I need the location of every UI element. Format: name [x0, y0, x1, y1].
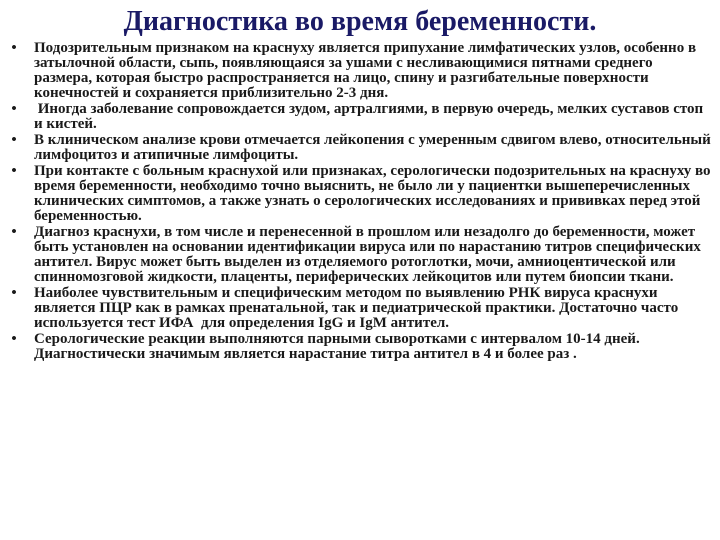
bullet-icon: •	[11, 132, 17, 148]
bullet-text: Подозрительным признаком на краснуху является припухание лимфатических узлов, особенно в затылочной области, сыпь, появляющаяся за ушами с несливающимися пятнами среднего размера, которая быстро распространяется на лицо, спину и разгибательные поверхности конечностей и сохраняется приблизительно 2-3 дня.	[34, 40, 697, 101]
bullet-item	[8, 225, 714, 285]
bullet-icon: •	[11, 101, 17, 117]
bullet-icon: •	[11, 285, 17, 301]
bullet-item	[8, 133, 714, 163]
bullet-icon: •	[11, 224, 17, 240]
bullet-text: В клиническом анализе крови отмечается лейкопения с умеренным сдвигом влево, относительный лимфоцитоз и атипичные лимфоциты.	[34, 132, 711, 163]
bullet-item	[8, 102, 714, 132]
bullet-text: Наиболее чувствительным и специфическим методом по выявлению РНК вируса краснухи является ПЦР как в рамках пренатальной, так и педиатрической практики. Достаточно часто используется тест ИФА для определения IgG и IgM антител.	[34, 285, 682, 331]
bullet-icon: •	[11, 331, 17, 347]
bullet-text: При контакте с больным краснухой или признаках, серологически подозрительных на краснуху во время беременности, необходимо точно выяснить, не было ли у пациентки вышеперечисленных клинических симптомов, а также узнать о серологических исследованиях и прививках перед этой беременностью.	[34, 163, 711, 224]
bullet-item	[8, 41, 714, 101]
bullet-icon: •	[11, 40, 17, 56]
slide-title: Диагностика во время беременности.	[123, 6, 597, 37]
bullet-list	[8, 41, 714, 363]
bullet-text: Диагноз краснухи, в том числе и перенесенной в прошлом или незадолго до беременности, может быть установлен на основании идентификации вируса или по нарастанию титров специфических антител. Вирус может быть выделен из отделяемого ротоглотки, мочи, амниоцентической или спинномозговой жидкости, плаценты, периферических лейкоцитов или путем биопсии ткани.	[34, 224, 701, 285]
bullet-text: Серологические реакции выполняются парными сыворотками с интервалом 10-14 дней. Диагностически значимым является нарастание титра антител в 4 и более раз .	[34, 331, 640, 362]
bullet-icon: •	[11, 163, 17, 179]
bullet-item	[8, 286, 714, 331]
bullet-item	[8, 332, 714, 362]
bullet-item	[8, 164, 714, 224]
bullet-text: Иногда заболевание сопровождается зудом, артралгиями, в первую очередь, мелких суставов стоп и кистей.	[34, 101, 707, 132]
